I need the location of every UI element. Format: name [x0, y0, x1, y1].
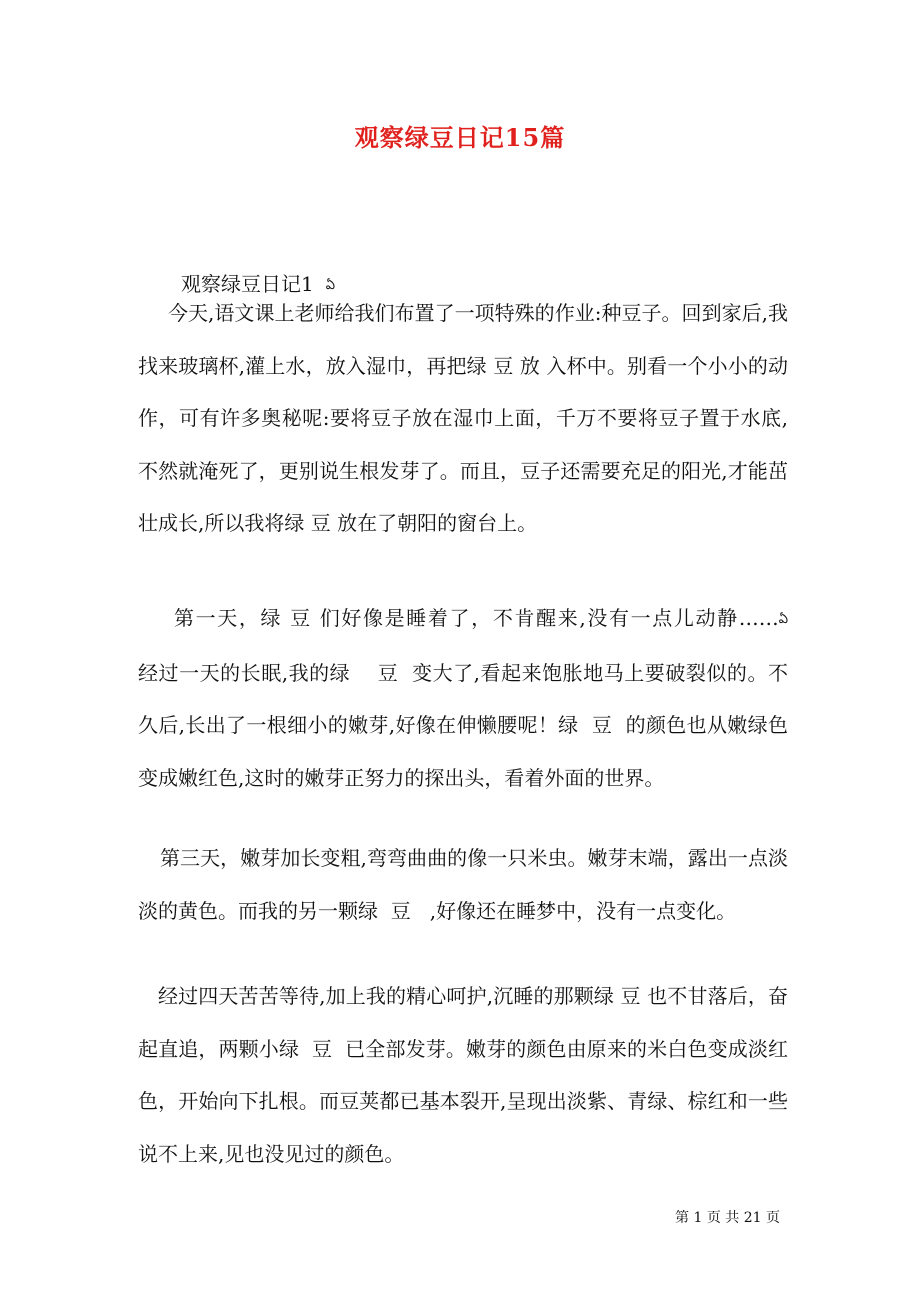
document-title: 观察绿豆日记15篇 — [354, 123, 566, 152]
paragraph-2 — [138, 592, 827, 804]
page-number: 第 1 页 共 21 页 — [675, 1210, 780, 1226]
section-heading-text: 观察绿豆日记1 — [181, 272, 314, 296]
paragraph-2-part-a: 第一天，绿 豆 们好像是睡着了，不肯醒来,没有一点儿动静…… — [174, 606, 779, 630]
paragraph-4: 经过四天苦苦等待,加上我的精心呵护,沉睡的那颗绿 豆 也不甘落后，奋起直追，两颗小绿 豆 已全部发芽。嫩芽的颜色由原来的米白色变成淡红色，开始向下扎根。而豆荚都已基本裂开,呈现出淡紫、青绿、棕红和一些说不上来,见也没见过的颜色。 — [138, 984, 788, 1166]
inline-mark-icon: ఏ — [778, 612, 788, 627]
paragraph-1: 今天,语文课上老师给我们布置了一项特殊的作业:种豆子。回到家后,我找来玻璃杯,灌上水，放入湿巾，再把绿 豆 放 入杯中。别看一个小小的动作，可有许多奥秘呢:要将豆子放在湿巾上面，千万不要将豆子置于水底,不然就淹死了，更别说生根发芽了。而且，豆子还需要充足的阳光,才能茁壮成长,所以我将绿 豆 放在了朝阳的窗台上。 — [138, 301, 788, 535]
paragraph-3: 第三天，嫩芽加长变粗,弯弯曲曲的像一只米虫。嫩芽末端，露出一点淡淡的黄色。而我的另一颗绿 豆 ,好像还在睡梦中，没有一点变化。 — [138, 846, 788, 923]
mark-icon: ఏ — [325, 278, 335, 293]
paragraph-2-part-b: 经过一天的长眠,我的绿 豆 变大了,看起来饱胀地马上要破裂似的。不久后,长出了一根细小的嫩芽,好像在伸懒腰呢！绿 豆 的颜色也从嫩绿色变成嫩红色,这时的嫩芽正努力的探出头，看着外面的世界。 — [138, 606, 827, 790]
